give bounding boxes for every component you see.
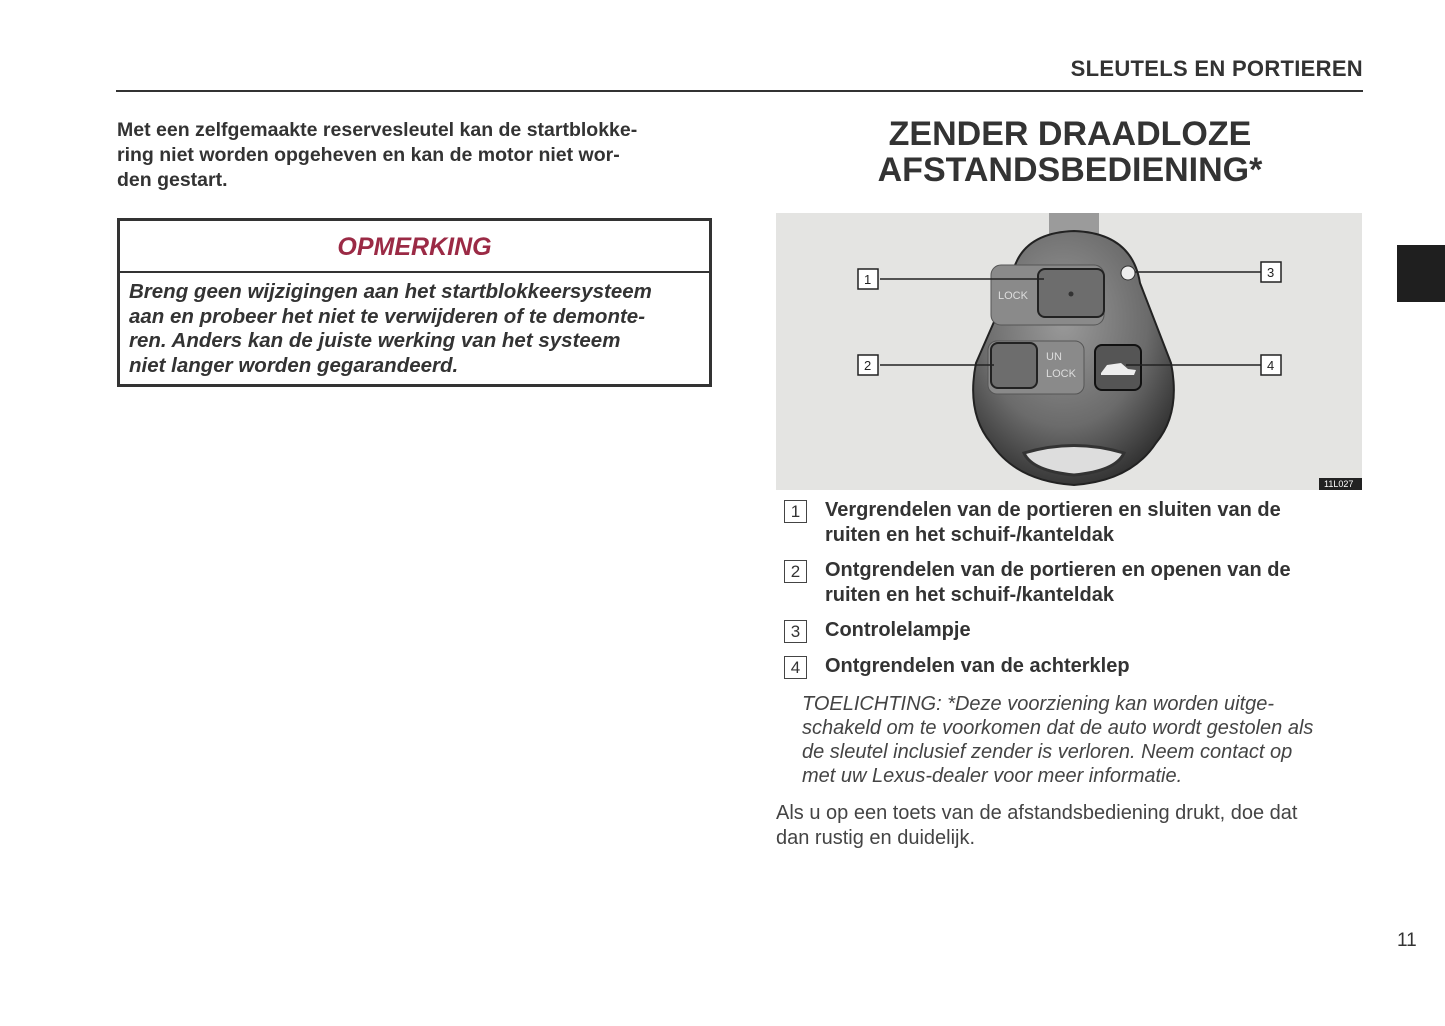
key-fob-illustration [776,213,1362,490]
text-line: Als u op een toets van de afstandsbediening drukt, doe dat [776,802,1298,824]
item-text: ruiten en het schuif-/kanteldak [825,583,1114,606]
text-line: niet langer worden gegarandeerd. [129,353,459,377]
callout-3: 3 [1267,265,1275,280]
text-line: ren. Anders kan de juiste werking van het systeem [129,329,621,352]
text-line: de sleutel inclusief zender is verloren. Neem contact op [802,741,1293,763]
text-line: ring niet worden opgeheven en kan de motor niet wor- [117,144,620,166]
key-fob-figure [776,213,1362,490]
item-number: 2 [784,560,807,583]
item-text: Vergrendelen van de portieren en sluiten van de [825,499,1281,521]
item-text: Controlelampje [825,619,971,641]
text-line: Breng geen wijzigingen aan het startblokkeersysteem [129,280,652,303]
note-body [120,273,709,385]
chapter-tab [1397,245,1445,302]
header-rule [116,90,1363,92]
unlock-button [991,343,1037,388]
unlock-label: LOCK [1046,368,1076,380]
text-line: aan en probeer het niet te verwijderen of te demonte- [129,304,646,328]
note-title: OPMERKING [120,221,709,273]
page-number: 11 [1397,930,1417,951]
heading-line: AFSTANDSBEDIENING* [877,151,1263,189]
indicator-lamp [1121,266,1135,280]
text-line: schakeld om te voorkomen dat de auto wordt gestolen als [802,717,1314,739]
lock-label: LOCK [998,290,1028,302]
text-line: TOELICHTING: *Deze voorziening kan worden uitge- [802,693,1275,715]
item-number: 4 [784,656,807,679]
section-header: SLEUTELS EN PORTIEREN [1070,56,1363,81]
list-item [784,618,1364,643]
item-number: 1 [784,500,807,523]
figure-code: 11L027 [1324,479,1354,489]
text-line: dan rustig en duidelijk. [776,826,976,849]
callout-1: 1 [864,272,872,287]
item-text: ruiten en het schuif-/kanteldak [825,523,1114,546]
text-line: Met een zelfgemaakte reservesleutel kan de startblokke- [117,119,638,141]
text-line: met uw Lexus-dealer voor meer informatie. [802,765,1183,787]
text-line: den gestart. [117,169,228,191]
note-box [117,218,712,387]
callout-4: 4 [1267,358,1275,373]
usage-paragraph [776,801,1366,850]
heading-line: ZENDER DRAADLOZE [888,115,1252,153]
item-text: Ontgrendelen van de portieren en openen van de [825,559,1291,581]
list-item [784,654,1364,679]
callout-2: 2 [864,358,872,373]
item-number: 3 [784,620,807,643]
list-item [784,498,1364,547]
intro-paragraph [117,118,717,193]
legend-list [784,498,1364,690]
item-text: Ontgrendelen van de achterklep [825,655,1130,677]
unlock-label: UN [1046,351,1062,363]
list-item [784,558,1364,607]
section-heading [776,116,1364,188]
toelichting-note [802,692,1367,788]
lock-dot [1069,292,1074,297]
